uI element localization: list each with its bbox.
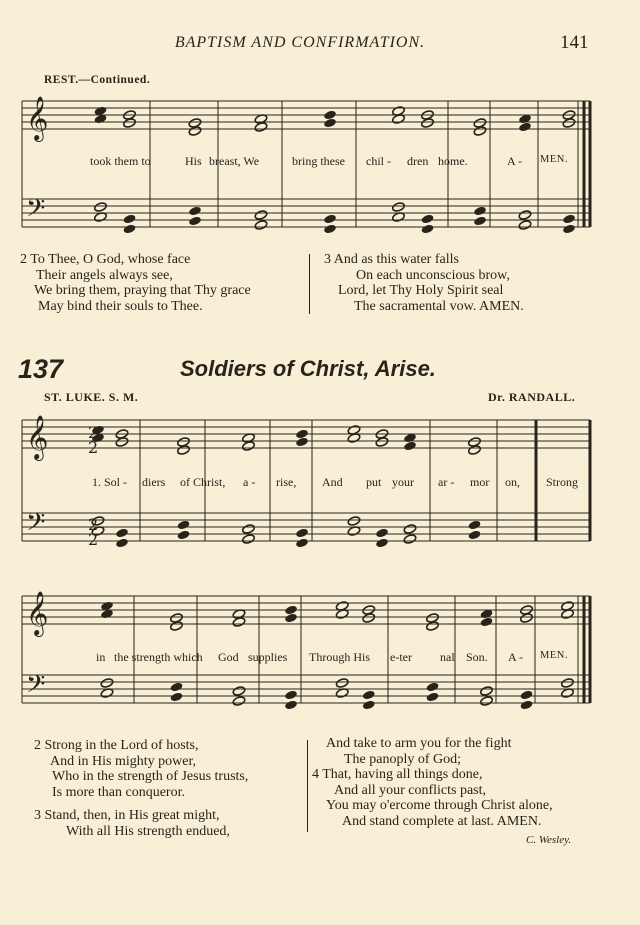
time-signature: 2 (88, 530, 99, 549)
lyric: e-ter (390, 650, 412, 664)
note-head (518, 210, 532, 221)
note-head (562, 224, 576, 235)
note-head (295, 538, 309, 549)
note-head (520, 700, 534, 711)
verse-line: The panoply of God; (344, 751, 462, 767)
note-head (518, 122, 532, 133)
note-head (375, 538, 389, 549)
verse-4 (312, 736, 553, 829)
note-head (347, 516, 361, 527)
note-head (115, 538, 129, 549)
note-head (421, 118, 435, 129)
note-head (94, 202, 108, 213)
note-head (242, 534, 256, 545)
time-signature: 2 (88, 515, 99, 534)
note-head (362, 690, 376, 701)
running-header: BAPTISM AND CONFIRMATION. (174, 34, 426, 51)
note-head (115, 437, 129, 448)
note-head (284, 690, 298, 701)
note-head (232, 617, 246, 628)
lyric: chil - (366, 154, 391, 168)
note-head (254, 220, 268, 231)
page-number: 141 (560, 32, 589, 53)
lyric: a - (243, 475, 256, 489)
note-head (403, 441, 417, 452)
verse-3 (324, 252, 524, 314)
note-head (375, 528, 389, 539)
verse-line: On each unconscious brow, (356, 267, 510, 283)
treble-clef: 𝄞 (26, 591, 49, 635)
note-head (170, 621, 184, 632)
verse-line: Lord, let Thy Holy Spirit seal (338, 283, 504, 298)
treble-clef: 𝄞 (26, 96, 49, 140)
column-divider (309, 254, 310, 314)
note-head (295, 429, 309, 440)
composer: Dr. RANDALL. (488, 390, 576, 404)
lyric: bring these (292, 154, 345, 168)
lyric: A - (507, 154, 522, 168)
note-head (254, 122, 268, 133)
note-head (561, 678, 575, 689)
note-head (392, 202, 406, 213)
verse-line: 2 To Thee, O God, whose face (20, 252, 191, 267)
bass-clef: 𝄢 (26, 508, 46, 543)
lyric: mor (470, 475, 490, 489)
verse-line: And all your conflicts past, (334, 782, 487, 798)
verse-line: And stand complete at last. AMEN. (342, 813, 542, 829)
note-head (518, 220, 532, 231)
continued-label: REST.—Continued. (44, 74, 151, 86)
note-head (284, 613, 298, 624)
verse-line: And in His mighty power, (50, 753, 197, 769)
bass-clef: 𝄢 (26, 670, 46, 705)
lyric: took them to (90, 154, 151, 168)
note-head (123, 214, 137, 225)
note-head (362, 700, 376, 711)
note-head (403, 524, 417, 535)
lyric: 1. Sol - (92, 475, 128, 489)
lyric: of Christ, (180, 475, 226, 489)
lyric: rise, (276, 475, 297, 489)
note-head (232, 686, 246, 697)
column-divider (307, 740, 308, 832)
verse-line: Who in the strength of Jesus trusts, (52, 769, 249, 784)
note-head (426, 682, 440, 693)
note-head (421, 224, 435, 235)
hymn-title: Soldiers of Christ, Arise. (180, 356, 436, 381)
lyric: MEN. (540, 154, 568, 165)
lyric: God (218, 650, 239, 664)
lyric: nal (440, 650, 455, 664)
lyric: breast, We (209, 154, 260, 168)
note-head (362, 613, 376, 624)
hymn-number: 137 (18, 354, 64, 384)
verse-line: 3 And as this water falls (324, 252, 459, 267)
verse-line: Is more than conqueror. (52, 784, 185, 800)
note-head (242, 524, 256, 535)
note-head (421, 214, 435, 225)
time-signature: 2 (88, 423, 99, 442)
lyric: put (366, 475, 382, 489)
note-head (254, 210, 268, 221)
verse-line: We bring them, praying that Thy grace (34, 283, 251, 298)
note-head (403, 534, 417, 545)
note-head (232, 696, 246, 707)
note-head (188, 126, 202, 137)
note-head (480, 696, 494, 707)
note-head (520, 690, 534, 701)
verse-2-3 (34, 738, 248, 839)
tune-name: ST. LUKE. S. M. (44, 390, 139, 404)
note-head (473, 206, 487, 217)
note-head (323, 110, 337, 121)
lyric: in (96, 650, 106, 664)
lyric: A - (508, 650, 523, 664)
note-head (426, 692, 440, 703)
lyric: the strength which (114, 650, 203, 664)
note-head (188, 216, 202, 227)
lyric: on, (505, 475, 520, 489)
verse-line: May bind their souls to Thee. (38, 298, 203, 314)
lyric: Strong (546, 475, 579, 489)
note-head (100, 678, 114, 689)
lyric: And (322, 475, 343, 489)
note-head (335, 678, 349, 689)
note-head (295, 528, 309, 539)
lyric: home. (438, 154, 468, 168)
note-head (520, 613, 534, 624)
note-head (177, 520, 191, 531)
note-head (480, 617, 494, 628)
verse-line: And take to arm you for the fight (326, 736, 512, 751)
lyric: your (392, 475, 414, 489)
lyric: diers (142, 475, 166, 489)
note-head (123, 118, 137, 129)
note-head (562, 118, 576, 129)
verse-line: You may o'ercome through Christ alone, (326, 798, 553, 813)
note-head (468, 520, 482, 531)
note-head (295, 437, 309, 448)
time-signature: 2 (88, 438, 99, 457)
verse-line: 4 That, having all things done, (312, 767, 483, 782)
bass-clef: 𝄢 (26, 194, 46, 229)
note-head (473, 216, 487, 227)
note-head (177, 445, 191, 456)
note-head (123, 224, 137, 235)
note-head (170, 692, 184, 703)
verse-line: Their angels always see, (36, 267, 173, 283)
note-head (323, 214, 337, 225)
verse-line: 3 Stand, then, in His great might, (34, 808, 220, 823)
note-head (242, 441, 256, 452)
note-head (426, 621, 440, 632)
note-head (115, 528, 129, 539)
note-head (170, 682, 184, 693)
note-head (188, 206, 202, 217)
lyric: dren (407, 154, 429, 168)
note-head (323, 118, 337, 129)
note-head (375, 437, 389, 448)
lyric: His (185, 154, 202, 168)
note-head (473, 126, 487, 137)
note-head (177, 530, 191, 541)
lyric: ar - (438, 475, 455, 489)
verse-line: The sacramental vow. AMEN. (354, 298, 524, 314)
treble-clef: 𝄞 (26, 415, 49, 459)
note-head (284, 605, 298, 616)
hymn-author: C. Wesley. (526, 834, 572, 846)
lyric: Through His (309, 650, 370, 664)
verse-line: With all His strength endued, (66, 823, 230, 839)
verse-line: 2 Strong in the Lord of hosts, (34, 738, 199, 753)
verse-2 (20, 252, 251, 314)
lyric: Son. (466, 650, 488, 664)
note-head (323, 224, 337, 235)
note-head (562, 214, 576, 225)
note-head (468, 445, 482, 456)
lyric: supplies (248, 650, 288, 664)
note-head (480, 686, 494, 697)
note-head (468, 530, 482, 541)
note-head (284, 700, 298, 711)
lyric: MEN. (540, 650, 568, 661)
